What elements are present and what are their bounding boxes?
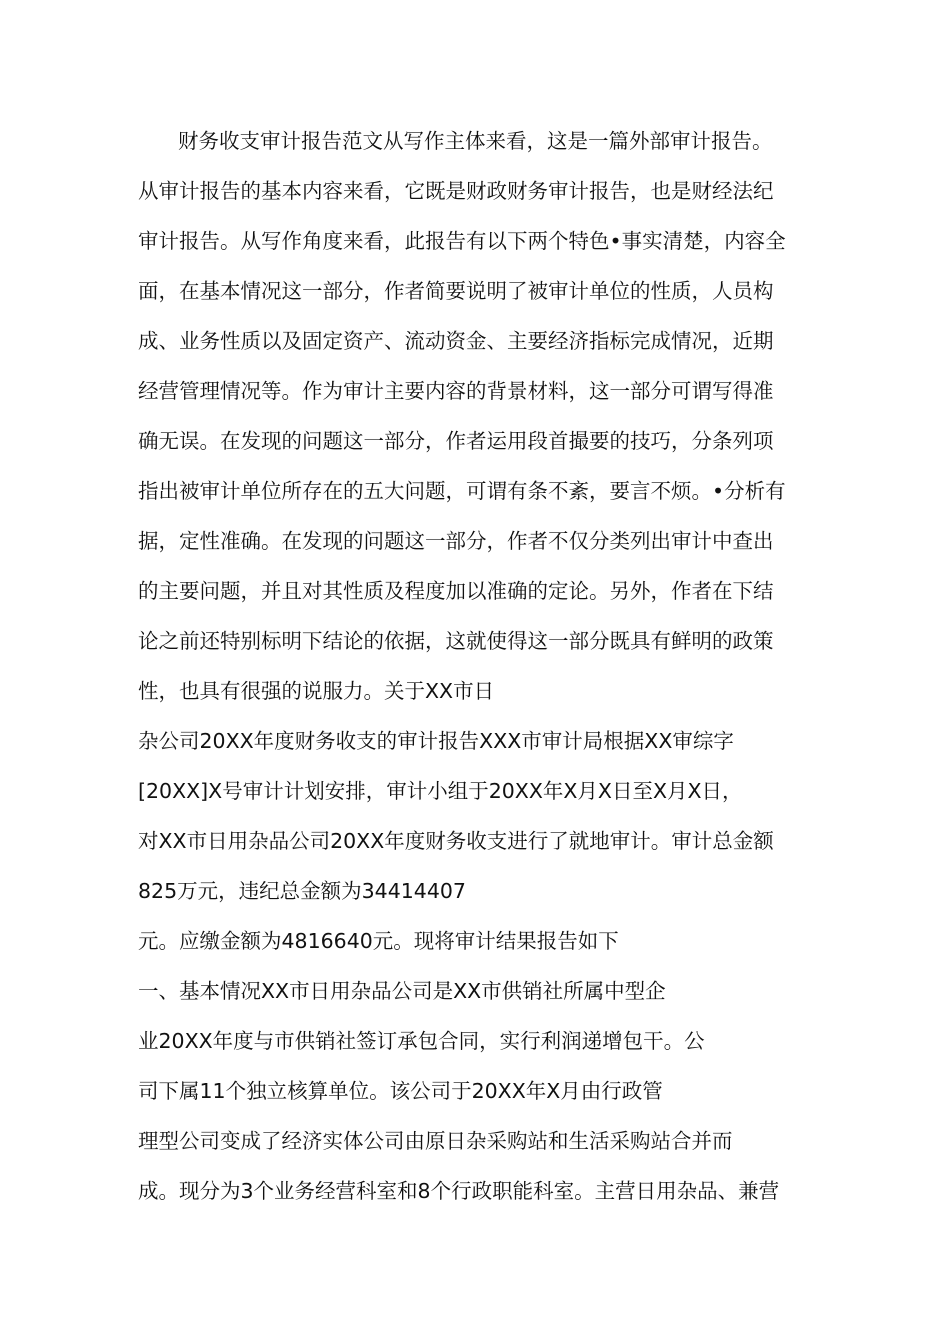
text-line: 论之前还特别标明下结论的依据，这就使得这一部分既具有鲜明的政策 <box>138 629 774 653</box>
text-line: 的主要问题，并且对其性质及程度加以准确的定论。另外，作者在下结 <box>138 579 774 603</box>
text-line: 对XX市日用杂品公司20XX年度财务收支进行了就地审计。审计总金额 <box>138 829 774 853</box>
text-line: 指出被审计单位所存在的五大问题，可谓有条不紊，要言不烦。•分析有 <box>138 479 786 503</box>
text-line: 面，在基本情况这一部分，作者简要说明了被审计单位的性质，人员构 <box>138 279 774 303</box>
text-line: 业20XX年度与市供销社签订承包合同，实行利润递增包干。公 <box>138 1029 705 1053</box>
text-line: 杂公司20XX年度财务收支的审计报告XXX市审计局根据XX审综字 <box>138 729 734 753</box>
text-line: 审计报告。从写作角度来看，此报告有以下两个特色•事实清楚，内容全 <box>138 229 786 253</box>
text-line: 元。应缴金额为4816640元。现将审计结果报告如下 <box>138 929 619 953</box>
text-line: 825万元，违纪总金额为34414407 <box>138 879 466 903</box>
text-line: 司下属11个独立核算单位。该公司于20XX年X月由行政管 <box>138 1079 663 1103</box>
text-line: 确无误。在发现的问题这一部分，作者运用段首撮要的技巧，分条列项 <box>138 429 774 453</box>
text-line: 据，定性准确。在发现的问题这一部分，作者不仅分类列出审计中查出 <box>138 529 774 553</box>
text-line: 性，也具有很强的说服力。关于XX市日 <box>138 679 495 703</box>
text-line: 成。现分为3个业务经营科室和8个行政职能科室。主营日用杂品、兼营 <box>138 1179 780 1203</box>
text-line: 财务收支审计报告范文从写作主体来看，这是一篇外部审计报告。 <box>178 129 773 153</box>
text-line: 一、基本情况XX市日用杂品公司是XX市供销社所属中型企 <box>138 979 666 1003</box>
text-line: 成、业务性质以及固定资产、流动资金、主要经济指标完成情况，近期 <box>138 329 774 353</box>
text-line: 理型公司变成了经济实体公司由原日杂采购站和生活采购站合并而 <box>138 1129 733 1153</box>
text-line: 从审计报告的基本内容来看，它既是财政财务审计报告，也是财经法纪 <box>138 179 774 203</box>
text-line: [20XX]X号审计计划安排，审计小组于20XX年X月X日至X月X日， <box>138 779 743 803</box>
text-line: 经营管理情况等。作为审计主要内容的背景材料，这一部分可谓写得准 <box>138 379 774 403</box>
